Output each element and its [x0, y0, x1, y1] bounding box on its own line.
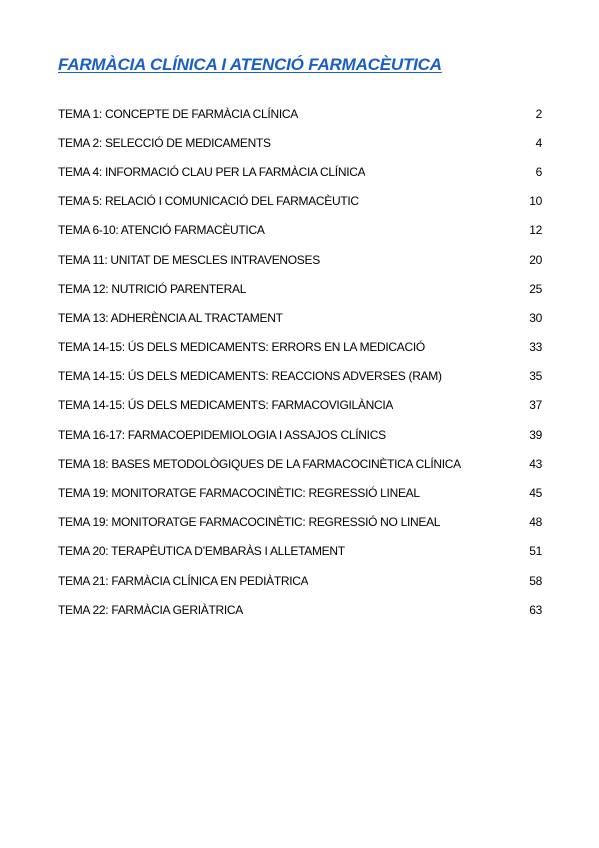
- toc-entry-page: 63: [529, 602, 542, 617]
- toc-entry-label: TEMA 19: MONITORATGE FARMACOCINÈTIC: REGRESSIÓ NO LINEAL: [58, 515, 441, 530]
- toc-entry-label: TEMA 1: CONCEPTE DE FARMÀCIA CLÍNICA: [58, 106, 298, 121]
- toc-entry-label: TEMA 21: FARMÀCIA CLÍNICA EN PEDIÀTRICA: [58, 573, 309, 588]
- toc-entry-page: 58: [529, 573, 542, 588]
- toc-entry-page: 10: [529, 194, 542, 209]
- toc-entry-label: TEMA 4: INFORMACIÓ CLAU PER LA FARMÀCIA CLÍNICA: [58, 164, 366, 179]
- toc-entry-page: 37: [529, 398, 542, 413]
- toc-entry-label: TEMA 19: MONITORATGE FARMACOCINÈTIC: REGRESSIÓ LINEAL: [58, 486, 420, 501]
- toc-entry[interactable]: [58, 478, 542, 507]
- toc-entry[interactable]: [58, 595, 542, 624]
- toc-entry-page: 43: [529, 456, 542, 471]
- toc-entry-page: 6: [535, 164, 542, 179]
- toc-entry[interactable]: [58, 449, 542, 478]
- toc-entry[interactable]: [58, 157, 542, 186]
- toc-entry[interactable]: [58, 420, 542, 449]
- toc-entry-page: 39: [529, 427, 542, 442]
- toc-entry-label: TEMA 14-15: ÚS DELS MEDICAMENTS: FARMACOVIGILÀNCIA: [58, 398, 394, 413]
- toc-entry-label: TEMA 2: SELECCIÓ DE MEDICAMENTS: [58, 135, 271, 150]
- toc-entry[interactable]: [58, 537, 542, 566]
- toc-entry-label: TEMA 6-10: ATENCIÓ FARMACÈUTICA: [58, 223, 265, 238]
- toc-entry-page: 12: [529, 223, 542, 238]
- toc-entry[interactable]: [58, 508, 542, 537]
- toc-entry-label: TEMA 11: UNITAT DE MESCLES INTRAVENOSES: [58, 252, 320, 267]
- toc-entry-label: TEMA 22: FARMÀCIA GERIÀTRICA: [58, 602, 243, 617]
- table-of-contents: [58, 99, 542, 624]
- toc-entry-page: 4: [535, 135, 542, 150]
- toc-entry-page: 25: [529, 281, 542, 296]
- toc-entry-label: TEMA 16-17: FARMACOEPIDEMIOLOGIA I ASSAJOS CLÍNICS: [58, 427, 386, 442]
- toc-entry-page: 30: [529, 310, 542, 325]
- toc-entry-label: TEMA 14-15: ÚS DELS MEDICAMENTS: REACCIONS ADVERSES (RAM): [58, 369, 442, 384]
- toc-entry-label: TEMA 5: RELACIÓ I COMUNICACIÓ DEL FARMACÈUTIC: [58, 194, 359, 209]
- toc-entry[interactable]: [58, 128, 542, 157]
- toc-entry-page: 48: [529, 515, 542, 530]
- toc-entry-page: 2: [535, 106, 542, 121]
- toc-entry-label: TEMA 18: BASES METODOLÒGIQUES DE LA FARMACOCINÈTICA CLÍNICA: [58, 456, 461, 471]
- toc-entry[interactable]: [58, 216, 542, 245]
- toc-entry-page: 20: [529, 252, 542, 267]
- toc-entry[interactable]: [58, 274, 542, 303]
- toc-entry[interactable]: [58, 99, 542, 128]
- toc-entry[interactable]: [58, 187, 542, 216]
- toc-entry-label: TEMA 12: NUTRICIÓ PARENTERAL: [58, 281, 247, 296]
- document-title: FARMÀCIA CLÍNICA I ATENCIÓ FARMACÈUTICA: [58, 55, 442, 74]
- toc-entry[interactable]: [58, 303, 542, 332]
- toc-entry-page: 51: [529, 544, 542, 559]
- toc-entry-page: 35: [529, 369, 542, 384]
- toc-entry[interactable]: [58, 245, 542, 274]
- toc-entry-label: TEMA 20: TERAPÈUTICA D’EMBARÀS I ALLETAMENT: [58, 544, 345, 559]
- toc-entry-label: TEMA 14-15: ÚS DELS MEDICAMENTS: ERRORS EN LA MEDICACIÓ: [58, 340, 425, 355]
- toc-entry-page: 33: [529, 340, 542, 355]
- toc-entry[interactable]: [58, 391, 542, 420]
- toc-entry[interactable]: [58, 566, 542, 595]
- toc-entry[interactable]: [58, 362, 542, 391]
- toc-entry-label: TEMA 13: ADHERÈNCIA AL TRACTAMENT: [58, 310, 283, 325]
- toc-entry[interactable]: [58, 333, 542, 362]
- toc-entry-page: 45: [529, 486, 542, 501]
